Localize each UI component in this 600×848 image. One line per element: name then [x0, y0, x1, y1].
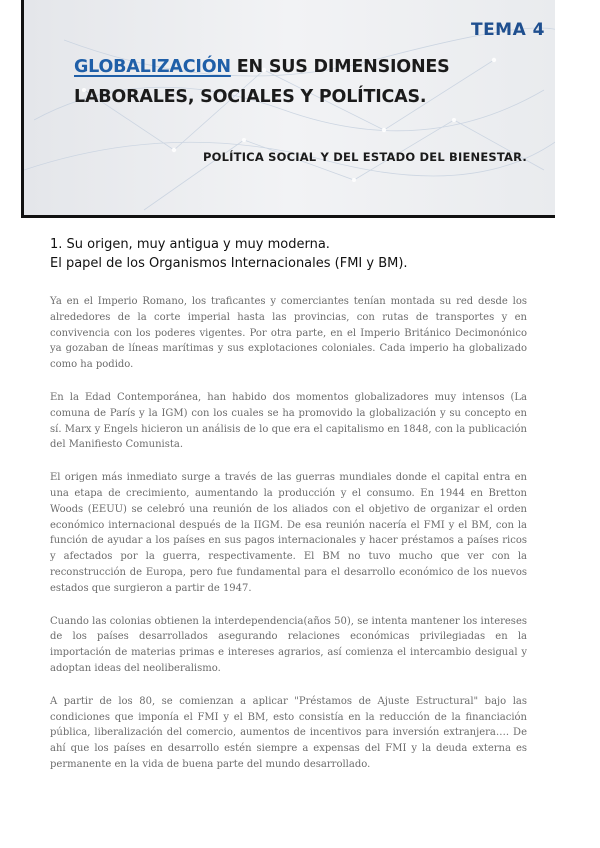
paragraph: En la Edad Contemporánea, han habido dos momentos globalizadores muy intensos (La comuna de París y la IGM) con los cuales se ha promovido la globalización y su concepto en sí. Marx y Engels hicieron un análisis de lo que era el capitalismo en 1848, con la publicación del Manifiesto Comunista.	[50, 391, 527, 451]
header-banner	[21, 0, 555, 218]
page-title	[74, 52, 534, 112]
paragraph: A partir de los 80, se comienzan a aplicar "Préstamos de Ajuste Estructural" bajo las condiciones que imponía el FMI y el BM, esto consistía en la reducción de la financiación pública, liberalización del comercio, aumentos de incentivos para inversión extranjera…. De ahí que los países en desarrollo estén siempre a expensas del FMI y la deuda externa es permanente en la vida de buena parte del mundo desarrollado.	[50, 695, 527, 770]
paragraph: Ya en el Imperio Romano, los traficantes y comerciantes tenían montada su red desde los alrededores de la corte imperial hasta las provincias, con rutas de transportes y en convivencia con los poderes vigentes. Por otra parte, en el Imperio Británico Decimonónico ya gozaban de líneas marítimas y sus explotaciones coloniales. Cada imperio ha globalizado como ha podido.	[50, 296, 527, 371]
title-rest: EN SUS DIMENSIONES LABORALES, SOCIALES Y POLÍTICAS.	[74, 57, 450, 107]
section-heading-line-2: El papel de los Organismos Internacionales (FMI y BM).	[50, 256, 408, 271]
section-heading-line-1: 1. Su origen, muy antigua y muy moderna.	[50, 237, 330, 252]
paragraph: Cuando las colonias obtienen la interdependencia(años 50), se intenta mantener los intereses de los países desarrollados asegurando relaciones económicas privilegiadas en la importación de materias primas e intereses agrarios, así comienza el intercambio desigual y adoptan ideas del neoliberalismo.	[50, 615, 527, 674]
section-heading	[50, 235, 570, 273]
paragraph: El origen más inmediato surge a través de las guerras mundiales donde el capital entra en una etapa de crecimiento, aumentando la producción y el consumo. En 1944 en Bretton Woods (EEUU) se celebró una reunión de los aliados con el objetivo de organizar el orden económico internacional después de la IIGM. De esa reunión nacería el FMI y el BM, con la función de ayudar a los países en sus pagos internacionales y hacer préstamos a países ricos y afectados por la guerra, respectivamente. El BM no tuvo mucho que ver con la reconstrucción de Europa, pero fue fundamental para el desarrollo económico de los nuevos estados que surgieron a partir de 1947.	[50, 472, 527, 594]
body-text	[50, 294, 527, 790]
topic-number: TEMA 4	[470, 20, 545, 40]
title-highlight: GLOBALIZACIÓN	[74, 57, 231, 77]
page-subtitle: POLÍTICA SOCIAL Y DEL ESTADO DEL BIENESTAR.	[203, 150, 527, 164]
